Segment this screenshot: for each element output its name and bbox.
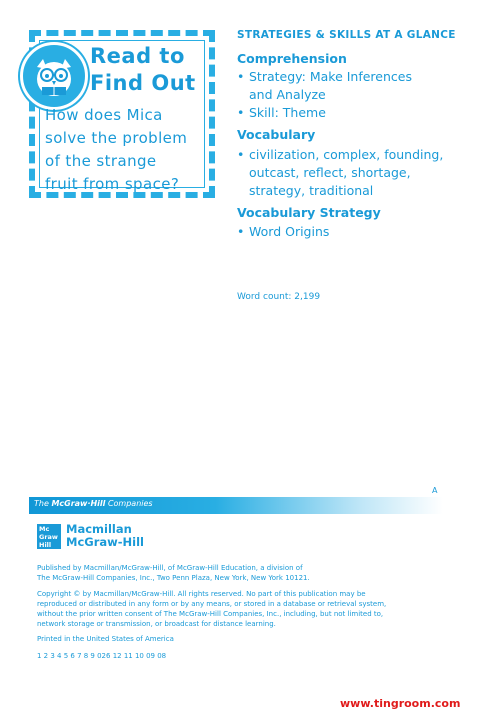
bullet: • [237,69,245,84]
strategies-heading: STRATEGIES & SKILLS AT A GLANCE [237,29,456,41]
bar-text-prefix: The [34,499,49,508]
title-line-2: Find Out [90,71,196,95]
bullet: • [237,147,245,162]
published-by-text [37,563,457,583]
word-count: Word count: 2,199 [237,292,321,302]
section-title-comprehension: Comprehension [237,51,347,66]
publisher-name-line: McGraw-Hill [66,535,144,549]
bullet: • [237,105,245,120]
list-item [237,146,457,200]
copyright-text [37,589,457,629]
read-to-find-out-title [90,43,212,97]
mcgraw-hill-logo [37,524,61,549]
text-line: network storage or transmission, or broadcast for distance learning. [37,620,276,628]
publisher-name-line: Macmillan [66,522,132,536]
logo-line: Graw [39,533,58,541]
list-item-line: outcast, reflect, shortage, [249,165,411,180]
logo-line: Mc [39,525,50,533]
list-item-line: Word Origins [249,224,330,239]
list-item-line: Skill: Theme [249,105,326,120]
text-line: without the prior written consent of The McGraw-Hill Companies, Inc., including, but not limited to, [37,610,384,618]
print-line: 1 2 3 4 5 6 7 8 9 026 12 11 10 09 08 [37,652,167,660]
text-line: reproduced or distributed in any form or by any means, or stored in a database or retrieval system, [37,600,387,608]
bar-text-brand: McGraw·Hill [51,499,106,508]
list-item-line: Strategy: Make Inferences [249,69,412,84]
section-title-vocabulary: Vocabulary [237,127,316,142]
list-item-line: and Analyze [249,87,326,102]
bar-text-suffix: Companies [107,499,153,508]
printed-in-text: Printed in the United States of America [37,635,174,643]
section-title-vocabulary-strategy: Vocabulary Strategy [237,205,381,220]
text-line: Copyright © by Macmillan/McGraw-Hill. All rights reserved. No part of this publication may be [37,590,366,598]
owl-icon-graphic [23,45,85,107]
list-item [237,104,457,122]
text-line: Published by Macmillan/McGraw-Hill, of McGraw-Hill Education, a division of [37,564,303,572]
list-item-line: strategy, traditional [249,183,374,198]
logo-line: Hill [39,541,52,549]
question-line: of the strange [45,152,157,170]
read-to-find-out-question [45,104,211,196]
text-line: The McGraw-Hill Companies, Inc., Two Penn Plaza, New York, New York 10121. [37,574,310,582]
question-line: How does Mica [45,106,163,124]
bullet: • [237,224,245,239]
list-item [237,223,457,241]
question-line: solve the problem [45,129,188,147]
list-item [237,68,457,104]
list-item-line: civilization, complex, founding, [249,147,444,162]
question-line: fruit from space? [45,175,180,193]
title-line-1: Read to [90,44,185,68]
publisher-bar-text [34,499,153,508]
publisher-name [66,523,144,549]
watermark: www.tingroom.com [340,697,461,710]
owl-icon [20,42,88,110]
page-letter: A [432,486,438,495]
